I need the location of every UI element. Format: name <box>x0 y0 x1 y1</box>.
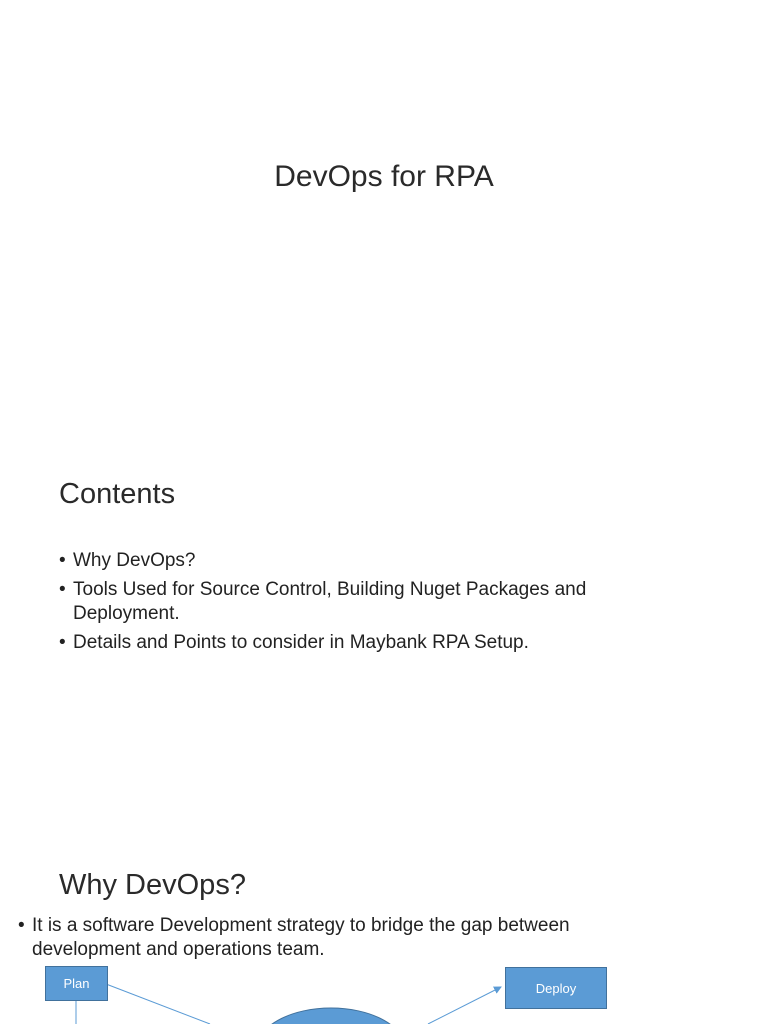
list-item-text: Why DevOps? <box>73 550 196 571</box>
center-ellipse <box>256 1008 406 1024</box>
list-item-text: Tools Used for Source Control, Building Nuget Packages and Deployment. <box>73 579 587 624</box>
plan-to-center-arrow <box>106 984 210 1024</box>
contents-heading: Contents <box>59 478 176 510</box>
why-devops-list <box>18 914 658 967</box>
bullet-icon: • <box>59 579 66 600</box>
bullet-icon: • <box>59 632 66 653</box>
contents-list <box>59 549 659 660</box>
deploy-label: Deploy <box>535 980 577 996</box>
deploy-box <box>505 967 607 1009</box>
plan-label: Plan <box>63 976 90 991</box>
list-item-text: Details and Points to consider in Maybank RPA Setup. <box>73 632 529 653</box>
center-to-deploy-arrow <box>428 987 501 1024</box>
bullet-icon: • <box>18 915 25 936</box>
list-item <box>59 549 659 573</box>
why-devops-heading: Why DevOps? <box>59 869 246 901</box>
list-item <box>59 631 659 655</box>
slide-title: DevOps for RPA <box>274 160 494 193</box>
list-item-text: It is a software Development strategy to bridge the gap between development and operations team. <box>32 915 570 960</box>
bullet-icon: • <box>59 550 66 571</box>
plan-box <box>45 966 108 1001</box>
list-item <box>59 578 659 626</box>
list-item <box>18 914 658 962</box>
